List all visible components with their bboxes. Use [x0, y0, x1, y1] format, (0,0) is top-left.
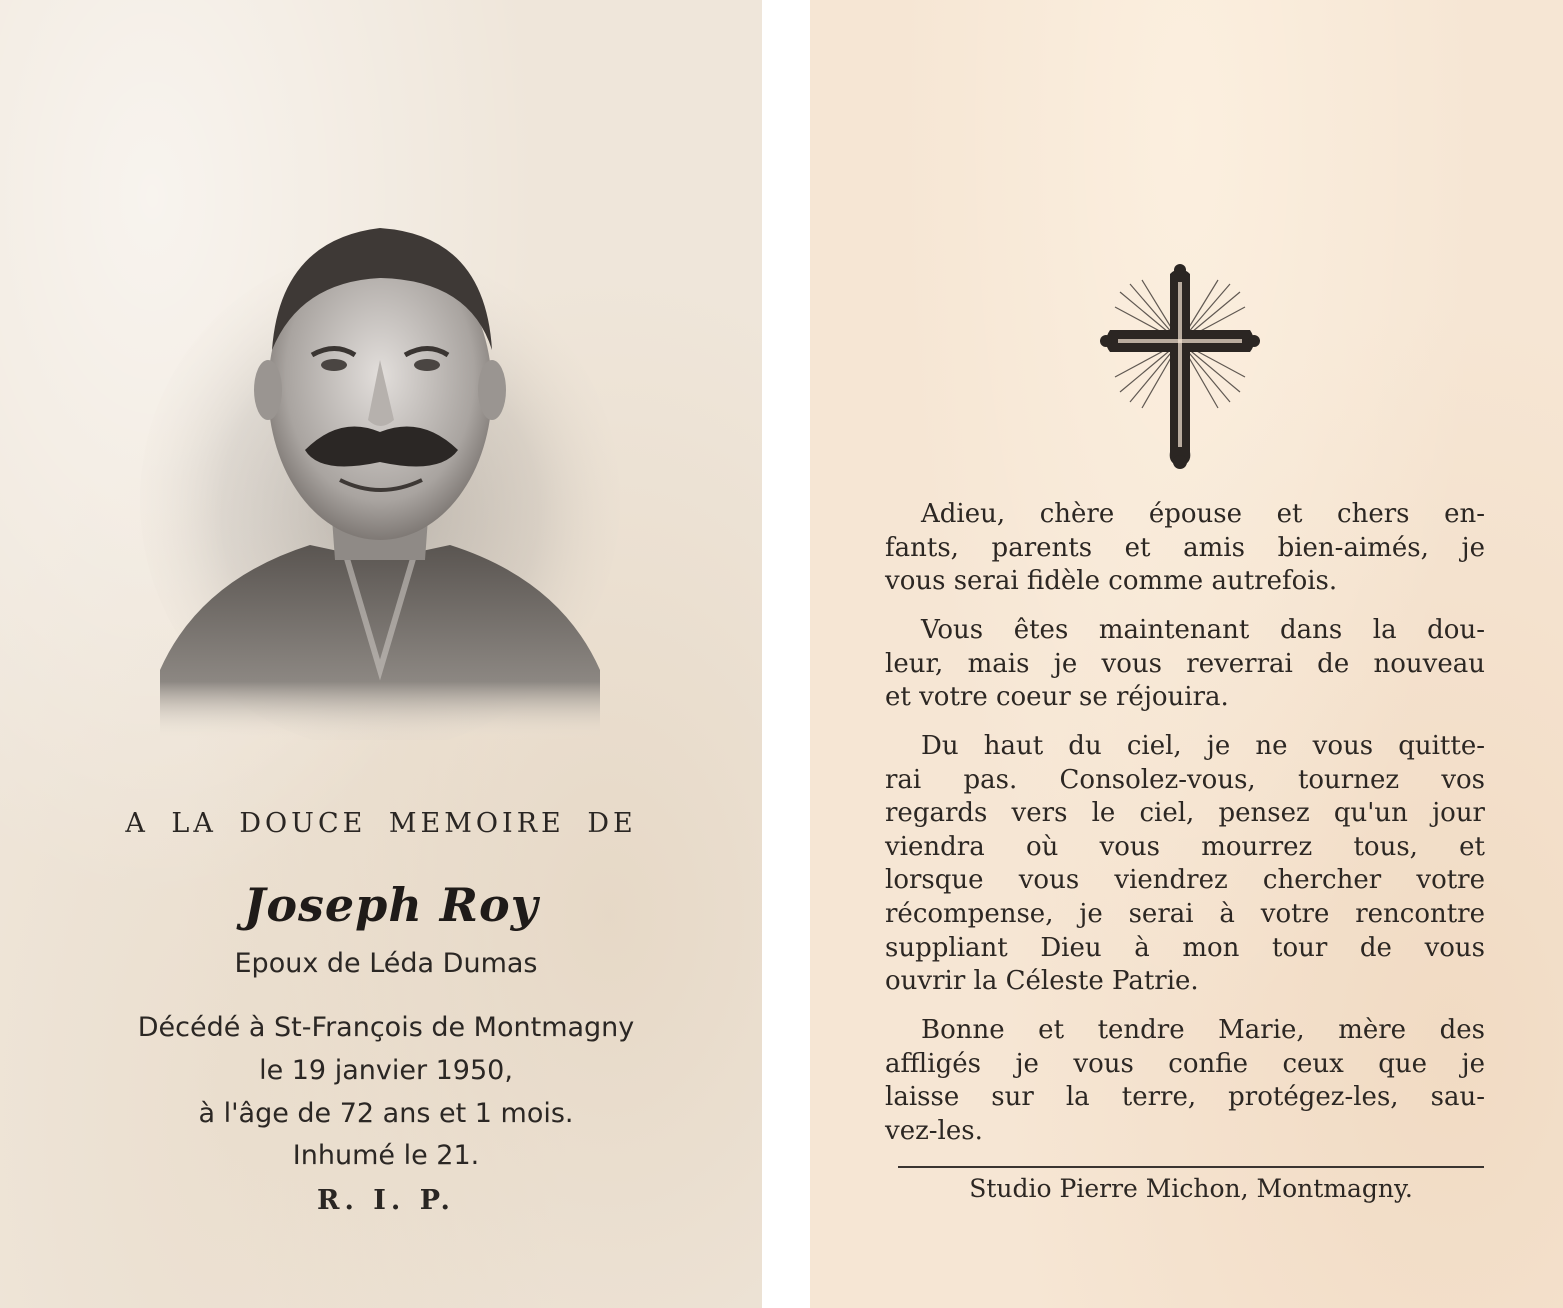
- text-line: Bonne et tendre Marie, mère des: [921, 1015, 1485, 1045]
- text-line: regards vers le ciel, pensez qu'un jour: [885, 798, 1485, 829]
- portrait-photo: [140, 200, 620, 740]
- text-line: suppliant Dieu à mon tour de vous: [885, 932, 1485, 963]
- text-line: Vous êtes maintenant dans la dou-: [921, 615, 1485, 645]
- death-place-line: Décédé à St-François de Montmagny: [137, 1012, 635, 1043]
- text-line: viendra où vous mourrez tous, et: [885, 831, 1485, 862]
- text-line: Adieu, chère épouse et chers en-: [921, 499, 1485, 529]
- deceased-name: Joseph Roy: [243, 878, 539, 932]
- text-line: affligés je vous confie ceux que je: [885, 1048, 1485, 1079]
- paragraph-1: [885, 498, 1485, 599]
- death-date-line: le 19 janvier 1950,: [259, 1055, 513, 1086]
- text-line: leur, mais je vous reverrai de nouveau: [885, 648, 1485, 679]
- text-line: récompense, je serai à votre rencontre: [885, 898, 1485, 929]
- text-line: vous serai fidèle comme autrefois.: [885, 566, 1338, 597]
- memorial-heading: A LA DOUCE MEMOIRE DE: [125, 808, 637, 839]
- cross-icon: [1100, 262, 1260, 472]
- paragraph-3: [885, 730, 1485, 999]
- age-line: à l'âge de 72 ans et 1 mois.: [198, 1098, 574, 1129]
- burial-line: Inhumé le 21.: [292, 1140, 480, 1171]
- text-line: Du haut du ciel, je ne vous quitte-: [921, 731, 1485, 761]
- text-line: laisse sur la terre, protégez-les, sau-: [885, 1082, 1485, 1113]
- studio-credit: Studio Pierre Michon, Montmagny.: [969, 1174, 1413, 1203]
- text-line: lorsque vous viendrez chercher votre: [885, 865, 1485, 896]
- spouse-line: Epoux de Léda Dumas: [234, 948, 538, 979]
- paragraph-2: [885, 614, 1485, 715]
- divider-rule: [898, 1166, 1484, 1168]
- text-line: rai pas. Consolez-vous, tournez vos: [885, 764, 1485, 795]
- rip-text: R. I. P.: [317, 1185, 455, 1216]
- text-line: et votre coeur se réjouira.: [885, 682, 1229, 713]
- text-line: vez-les.: [885, 1115, 983, 1146]
- memorial-card-back: [810, 0, 1563, 1308]
- text-line: fants, parents et amis bien-aimés, je: [885, 532, 1485, 563]
- memorial-card-front: [0, 0, 762, 1308]
- text-line: ouvrir la Céleste Patrie.: [885, 966, 1199, 997]
- paragraph-4: [885, 1014, 1485, 1148]
